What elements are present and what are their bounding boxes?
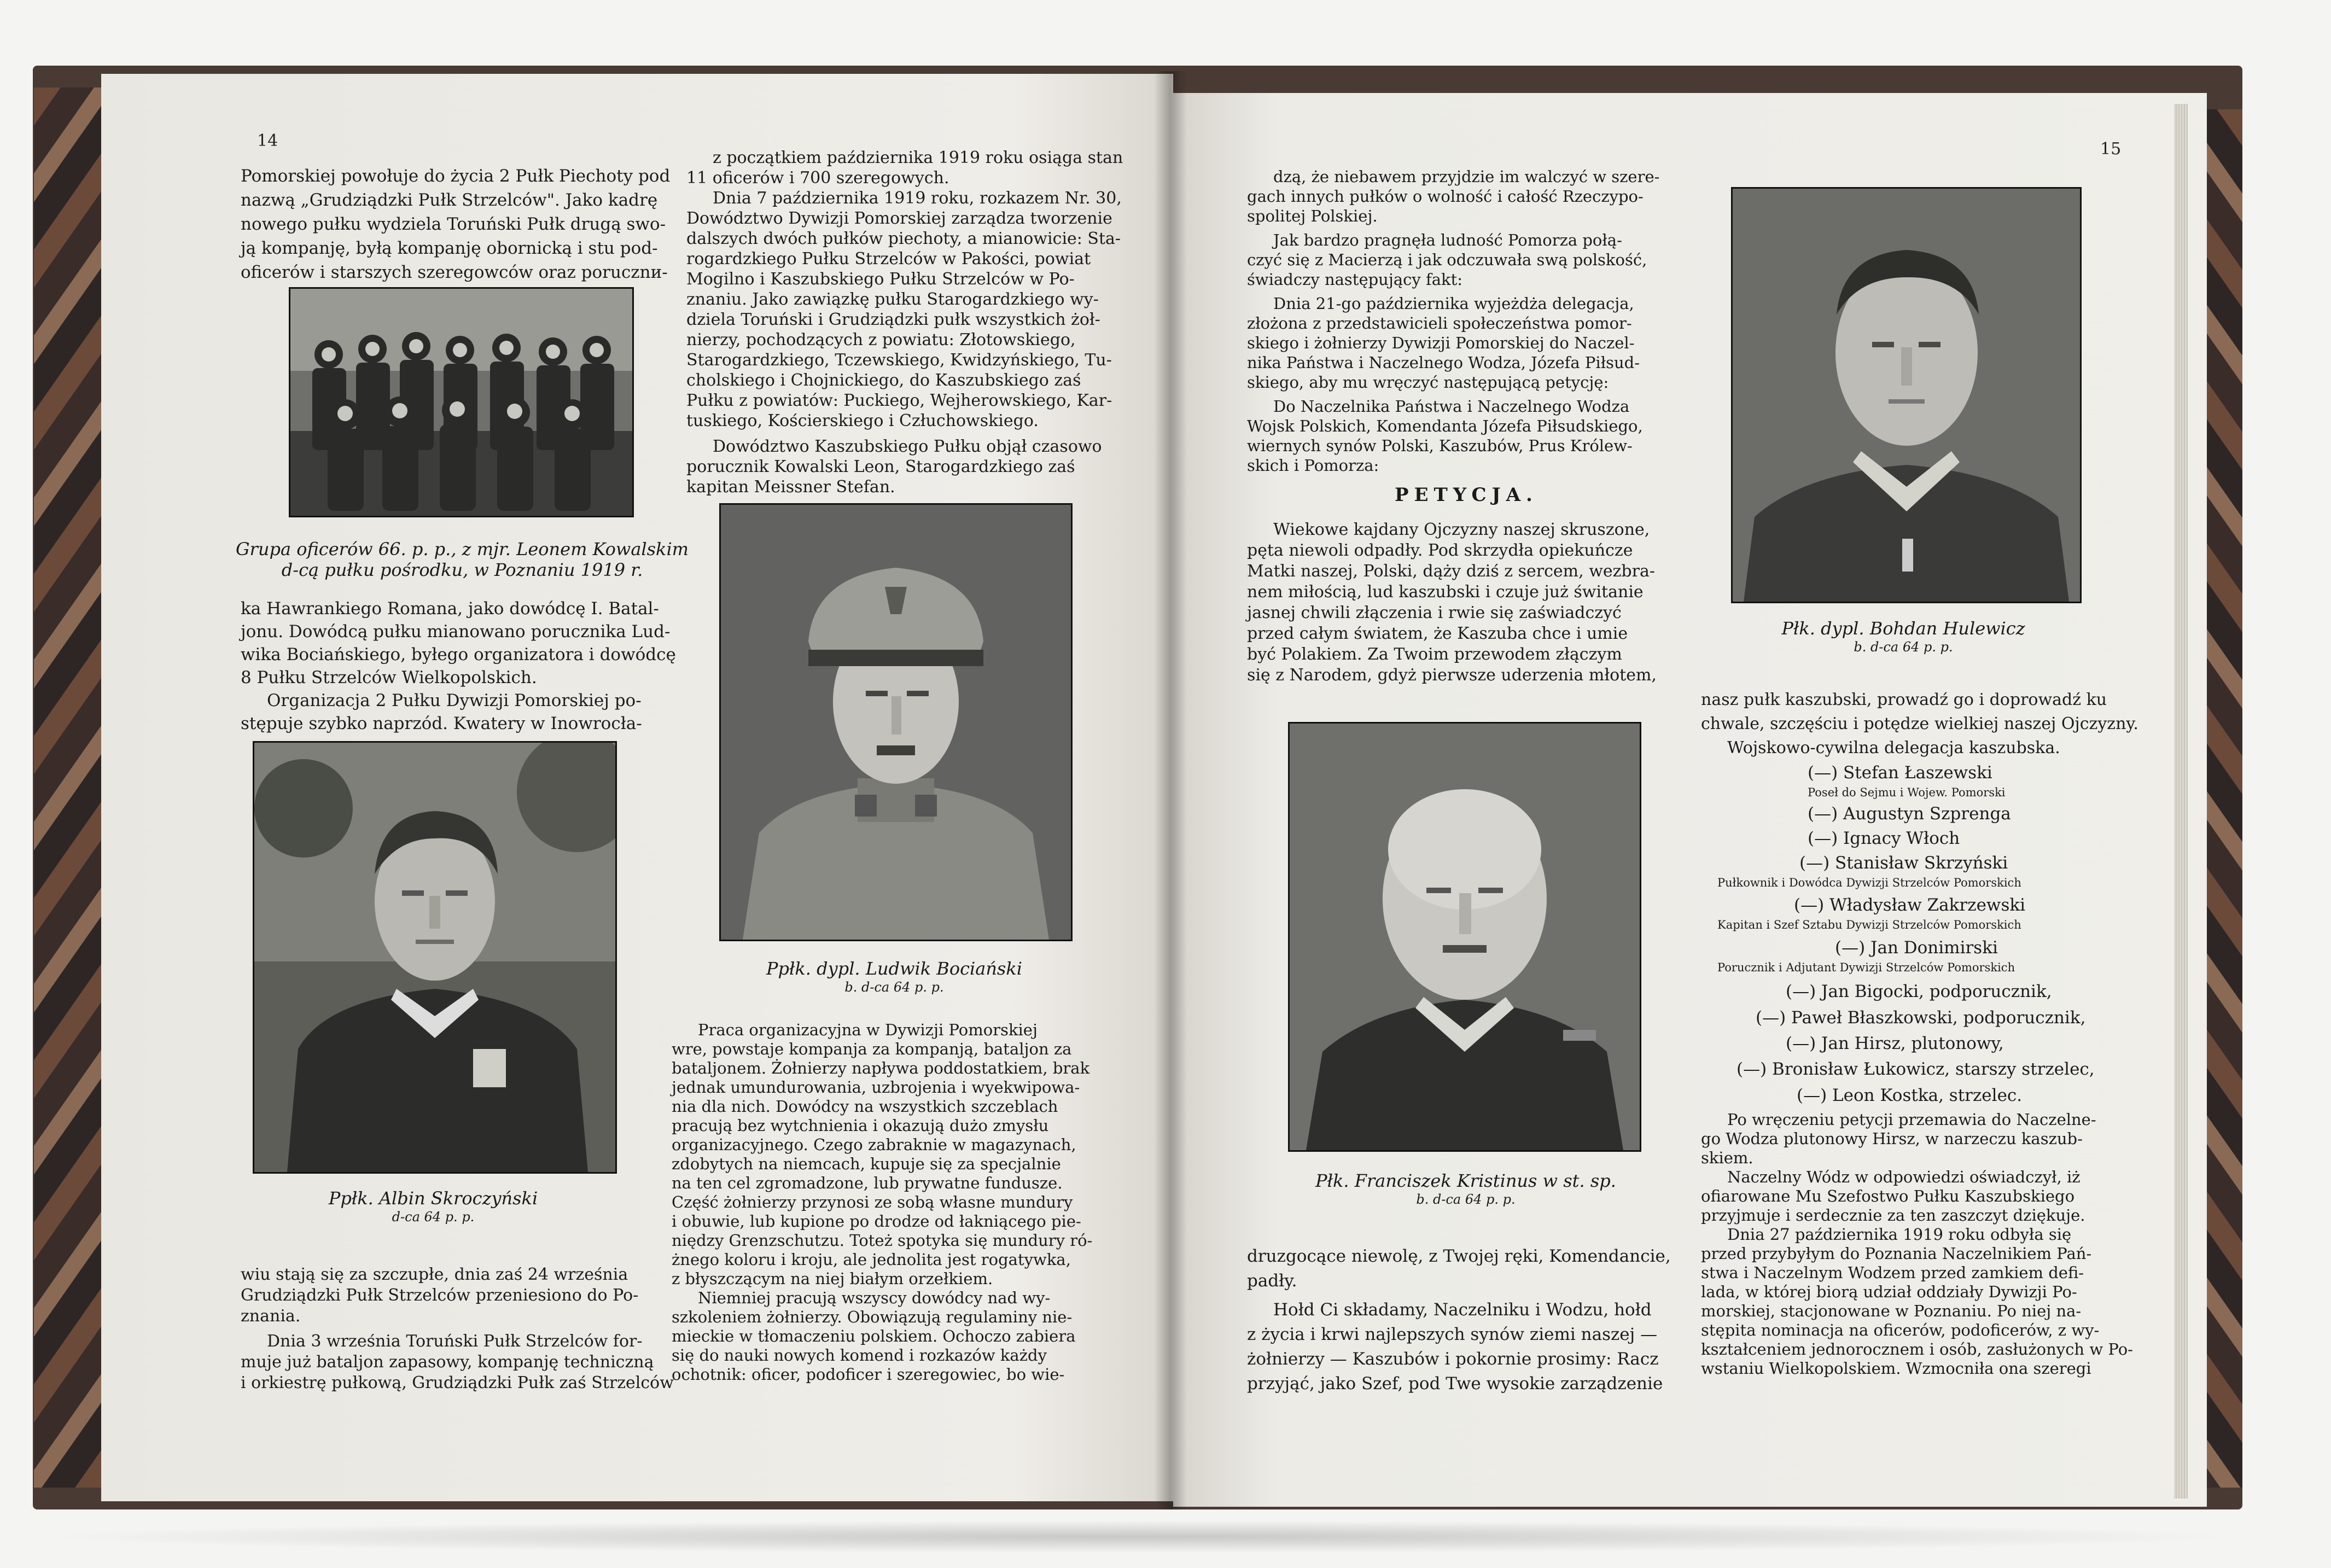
text-line: jednak umundurowania, uzbrojenia i wyekwipowa- <box>672 1078 1080 1097</box>
text-line: dzą, że niebawem przyjdzie im walczyć w szere- <box>1273 167 1660 186</box>
text-line: muje już bataljon zapasowy, kompanję techniczną <box>241 1353 654 1372</box>
text-line: skiem. <box>1701 1149 1753 1167</box>
text-line: pracują bez wytchnienia i okazują dużo zmysłu <box>672 1116 1049 1135</box>
signature <box>1786 979 2052 1004</box>
text-line: Pomorskiej powołuje do życia 2 Pułk Piechoty pod <box>241 166 671 186</box>
text-line: przed przybyłym do Poznania Naczelnikiem Pań- <box>1701 1244 2092 1263</box>
text-line: chwale, szczęściu i potędze wielkiej naszej Ojczyzny. <box>1701 714 2138 733</box>
page-number-right: 15 <box>2100 139 2122 159</box>
text-line: nasz pułk kaszubski, prowadź go i doprowadź ku <box>1701 690 2107 709</box>
text-line: Wojsk Polskich, Komendanta Józefa Piłsudskiego, <box>1247 417 1643 435</box>
text-line: lada, w której biorą udział oddziały Dywizji Po- <box>1701 1283 2077 1301</box>
text-line: 11 oficerów i 700 szeregowych. <box>686 168 949 188</box>
text-line: tuskiego, Kościerskiego i Człuchowskiego. <box>686 411 1039 430</box>
signature-name: (—) Bronisław Łukowicz, starszy strzelec, <box>1736 1059 2095 1079</box>
bocianski-caption <box>686 958 1102 995</box>
text-line: Niemniej pracują wszyscy dowódcy nad wy- <box>698 1289 1051 1307</box>
text-line: przyjąć, jako Szef, pod Twe wysokie zarządzenie <box>1247 1374 1663 1394</box>
text-line: Organizacja 2 Pułku Dywizji Pomorskiej po- <box>267 691 642 710</box>
text-line: ochotnik: oficer, podoficer i szeregowiec, bo wie- <box>672 1365 1065 1384</box>
signature-name: (—) Jan Bigocki, podporucznik, <box>1786 982 2052 1001</box>
kristinus-caption <box>1258 1170 1674 1208</box>
text-line: nazwą „Grudziądzki Pułk Strzelców". Jako kadrę <box>241 190 658 210</box>
text-line: Hołd Ci składamy, Naczelniku i Wodzu, hołd <box>1273 1300 1652 1320</box>
text-line: gach innych pułków o wolność i całość Rzeczypo- <box>1247 187 1644 206</box>
kristinus-portrait <box>1288 722 1641 1152</box>
page-edges <box>2174 104 2188 1499</box>
text-line: pęta niewoli odpadły. Pod skrzydła opiekuńcze <box>1247 541 1633 560</box>
text-line: druzgocące niewolę, z Twojej ręki, Komendancie, <box>1247 1246 1671 1266</box>
text-line: nierzy, pochodzących z powiatu: Złotowskiego, <box>686 330 1076 349</box>
page-number-left: 14 <box>257 131 278 150</box>
text-line: kapitan Meissner Stefan. <box>686 477 895 497</box>
right-col2-bottom <box>1701 1110 2149 1378</box>
caption-line: d-cą pułku pośrodku, w Poznaniu 1919 r. <box>281 559 643 580</box>
signature <box>1797 1083 2022 1108</box>
caption-sub: b. d-ca 64 p. p. <box>1854 639 1953 655</box>
text-line: nika Państwa i Naczelnego Wodza, Józefa Piłsud- <box>1247 353 1640 372</box>
text-line: się z Narodem, gdyż pierwsze uderzenia młotem, <box>1247 666 1657 685</box>
hulewicz-portrait <box>1731 187 2082 603</box>
text-line: ją kompanję, byłą kompanję obornicką i stu pod- <box>241 238 658 258</box>
hulewicz-caption <box>1701 618 2106 655</box>
text-line: stwa i Naczelnym Wodzem przed zamkiem defi- <box>1701 1263 2084 1282</box>
text-line: z błyszczącym na niej białym orzełkiem. <box>672 1269 993 1288</box>
signature-rank: Pułkownik i Dowódca Dywizji Strzelców Pomorskich <box>1717 876 2021 889</box>
group-officers-photo <box>289 287 634 517</box>
right-col1-bottom <box>1247 1244 1695 1396</box>
book-gutter <box>1154 71 1187 1509</box>
text-line: dalszych dwóch pułków piechoty, a mianowicie: Sta- <box>686 229 1121 248</box>
right-col1-top <box>1247 167 1695 475</box>
text-line: nem miłością, lud kaszubski i czuje już świtanie <box>1247 582 1644 602</box>
text-line: Praca organizacyjna w Dywizji Pomorskiej <box>698 1021 1038 1039</box>
book-shadow <box>33 1520 2242 1553</box>
text-line: Mogilno i Kaszubskiego Pułku Strzelców w Po- <box>686 270 1075 289</box>
text-line: wiernych synów Polski, Kaszubów, Prus Królew- <box>1247 436 1633 455</box>
signature <box>1717 935 2015 975</box>
text-line: złożona z przedstawicieli społeczeństwa pomor- <box>1247 314 1632 333</box>
text-line: jasnej chwili złączenia i rwie się zaświadczyć <box>1247 603 1622 622</box>
text-line: być Polakiem. Za Twoim przewodem złączym <box>1247 645 1622 664</box>
text-line: Wojskowo-cywilna delegacja kaszubska. <box>1727 738 2060 757</box>
group-photo-caption <box>235 539 689 580</box>
text-line: mieckie w tłomaczeniu polskiem. Ochoczo zabiera <box>672 1327 1076 1345</box>
caption-sub: b. d-ca 64 p. p. <box>1416 1192 1516 1207</box>
caption-name: Ppłk. dypl. Ludwik Bociański <box>766 958 1022 979</box>
signature <box>1736 1057 2095 1082</box>
caption-name: Płk. dypl. Bohdan Hulewicz <box>1781 618 2025 639</box>
caption-sub: b. d-ca 64 p. p. <box>844 980 944 995</box>
text-line: ka Hawrankiego Romana, jako dowódcę I. Batal- <box>241 599 659 619</box>
text-line: znania. <box>241 1307 301 1326</box>
text-line: Matki naszej, Polski, dąży dziś z sercem, wezbra- <box>1247 562 1656 581</box>
signature-rank: Kapitan i Szef Sztabu Dywizji Strzelców Pomorskich <box>1717 918 2021 931</box>
text-line: Pułku z powiatów: Puckiego, Wejherowskiego, Kar- <box>686 391 1112 410</box>
petition-heading: PETYCJA. <box>1395 484 1538 506</box>
text-line: przyjmuje i serdecznie za ten zaszczyt dziękuje. <box>1701 1206 2085 1225</box>
text-line: Dowództwo Kaszubskiego Pułku objął czasowo <box>713 437 1102 456</box>
text-line: żołnierzy — Kaszubów i pokornie prosimy: Racz <box>1247 1349 1659 1369</box>
text-line: oficerów i starszych szeregowców oraz porucznи- <box>241 263 668 282</box>
text-line: Do Naczelnika Państwa i Naczelnego Wodza <box>1273 397 1630 416</box>
text-line: porucznik Kowalski Leon, Starogardzkiego zaś <box>686 457 1075 476</box>
right-col1-petition <box>1247 520 1695 686</box>
text-line: czyć się z Macierzą i jak odczuwała swą polskość, <box>1247 250 1647 269</box>
text-line: żnego koloru i kroju, ale jednolita jest rogatywka, <box>672 1250 1071 1269</box>
text-line: padły. <box>1247 1271 1297 1291</box>
right-col2-top <box>1701 688 2149 760</box>
text-line: na ten cel zgromadzone, lub prywatne fundusze. <box>672 1174 1063 1192</box>
signature <box>1808 826 1960 851</box>
text-line: jonu. Dowódcą pułku mianowano porucznika Lud- <box>241 622 671 642</box>
signature <box>1756 1005 2086 1030</box>
signature <box>1717 893 2026 932</box>
signature-name: (—) Stefan Łaszewski <box>1808 763 1992 783</box>
signature-rank: Poseł do Sejmu i Wojew. Pomorski <box>1808 786 2006 799</box>
skroczynski-caption <box>253 1188 614 1225</box>
left-col1-bottom <box>241 1264 678 1394</box>
signature <box>1808 760 2006 800</box>
text-line: dziela Toruński i Grudziądzki pułk wszystkich żoł- <box>686 310 1100 329</box>
text-line: Naczelny Wódz w odpowiedzi oświadczył, iż <box>1727 1168 2081 1186</box>
text-line: skich i Pomorza: <box>1247 456 1379 475</box>
text-line: ofiarowane Mu Szefostwo Pułku Kaszubskiego <box>1701 1187 2075 1205</box>
signature-name: (—) Leon Kostka, strzelec. <box>1797 1086 2023 1105</box>
text-line: Część żołnierzy przynosi ze sobą własne mundury <box>672 1193 1073 1211</box>
text-line: Wiekowe kajdany Ojczyzny naszej skruszone, <box>1273 520 1650 539</box>
signature-name: (—) Jan Hirsz, plutonowy, <box>1786 1034 2004 1053</box>
caption-line: Grupa oficerów 66. p. p., z mjr. Leonem Kowalskim <box>235 539 689 559</box>
text-line: Dnia 7 października 1919 roku, rozkazem Nr. 30, <box>713 189 1122 208</box>
text-line: znaniu. Jako zawiązkę pułku Starogardzkiego wy- <box>686 290 1099 309</box>
signature-rank: Porucznik i Adjutant Dywizji Strzelców Pomorskich <box>1717 961 2015 974</box>
text-line: szkoleniem żołnierzy. Obowiązują regulaminy nie- <box>672 1308 1073 1326</box>
text-line: Starogardzkiego, Tczewskiego, Kwidzyńskiego, Tu- <box>686 351 1112 370</box>
text-line: Dnia 21-go października wyjeżdża delegacja, <box>1273 294 1634 313</box>
text-line: Po wręczeniu petycji przemawia do Naczelne- <box>1727 1110 2096 1129</box>
left-col2-top <box>686 148 1123 497</box>
caption-name: Ppłk. Albin Skroczyński <box>328 1188 538 1209</box>
text-line: organizacyjnego. Czego zabraknie w magazynach, <box>672 1135 1076 1154</box>
text-line: nowego pułku wydziela Toruński Pułk drugą swo- <box>241 214 666 234</box>
text-line: stępuje szybko naprzód. Kwatery w Inowrocła- <box>241 714 642 733</box>
text-line: Dnia 27 października 1919 roku odbyła się <box>1727 1225 2072 1244</box>
text-line: skiego i żołnierzy Dywizji Pomorskiej do Naczel- <box>1247 334 1635 352</box>
signature-name: (—) Ignacy Włoch <box>1808 829 1960 848</box>
signature-name: (—) Jan Donimirski <box>1835 938 1998 958</box>
text-line: bataljonem. Żołnierzy napływa poddostatkiem, brak <box>672 1059 1090 1077</box>
signature-name: (—) Władysław Zakrzewski <box>1794 895 2026 915</box>
text-line: zdobytych na niemcach, kupuje się za specjalnie <box>672 1155 1061 1173</box>
left-col1-top <box>241 164 673 284</box>
text-line: cholskiego i Chojnickiego, do Kaszubskiego zaś <box>686 371 1081 390</box>
caption-name: Płk. Franciszek Kristinus w st. sp. <box>1315 1170 1616 1191</box>
signature-name: (—) Augustyn Szprenga <box>1808 804 2011 824</box>
text-line: świadczy następujący fakt: <box>1247 270 1463 289</box>
text-line: nia dla nich. Dowódcy na wszystkich szczeblach <box>672 1097 1058 1116</box>
text-line: go Wodza plutonowy Hirsz, w narzeczu kaszub- <box>1701 1129 2083 1148</box>
text-line: Jak bardzo pragnęła ludność Pomorza połą- <box>1273 231 1622 249</box>
text-line: wstaniu Wielkopolskiem. Wzmocniła ona szeregi <box>1701 1359 2091 1378</box>
text-line: Grudziądzki Pułk Strzelców przeniesiono do Po- <box>241 1286 639 1305</box>
text-line: i orkiestrę pułkową, Grudziądzki Pułk zaś Strzelców <box>241 1373 674 1392</box>
text-line: wre, powstaje kompanja za kompanją, bataljon za <box>672 1040 1072 1058</box>
text-line: się do nauki nowych komend i rozkazów każdy <box>672 1346 1047 1365</box>
signature-name: (—) Stanisław Skrzyński <box>1799 853 2008 873</box>
caption-sub: d-ca 64 p. p. <box>392 1209 475 1225</box>
text-line: Dnia 3 września Toruński Pułk Strzelców for- <box>267 1332 643 1351</box>
left-col2-bottom <box>672 1021 1104 1384</box>
signature <box>1786 1031 2004 1056</box>
signature-name: (—) Paweł Błaszkowski, podporucznik, <box>1756 1008 2086 1028</box>
text-line: i obuwie, lub kupione po drodze od łakniącego pie- <box>672 1212 1081 1231</box>
left-col1-mid <box>241 597 678 735</box>
text-line: z życia i krwi najlepszych synów ziemi naszej — <box>1247 1325 1658 1344</box>
text-line: z początkiem października 1919 roku osiąga stan <box>713 148 1123 167</box>
text-line: kształceniem jednorocznem i osób, zasłużonych w Po- <box>1701 1340 2133 1359</box>
text-line: wiu stają się za szczupłe, dnia zaś 24 września <box>241 1265 628 1284</box>
text-line: morskiej, stacjonowane w Poznaniu. Po niej na- <box>1701 1302 2082 1320</box>
text-line: przed całym światem, że Kaszuba chce i umie <box>1247 624 1628 643</box>
text-line: Dowództwo Dywizji Pomorskiej zarządza tworzenie <box>686 209 1112 228</box>
text-line: stępita nominacja na oficerów, podoficerów, z wy- <box>1701 1321 2100 1339</box>
text-line: skiego, aby mu wręczyć następującą petycję: <box>1247 373 1609 392</box>
signature <box>1717 850 2021 890</box>
text-line: rogardzkiego Pułku Strzelców w Pakości, powiat <box>686 249 1091 269</box>
signature <box>1808 801 2011 826</box>
text-line: spolitej Polskiej. <box>1247 207 1378 225</box>
bocianski-portrait <box>719 503 1073 941</box>
text-line: wika Bociańskiego, byłego organizatora i dowódcę <box>241 645 676 664</box>
text-line: niędzy Grenzschutzu. Toteż spotyka się mundury ró- <box>672 1231 1093 1250</box>
skroczynski-portrait <box>253 741 617 1174</box>
text-line: 8 Pułku Strzelców Wielkopolskich. <box>241 668 537 687</box>
